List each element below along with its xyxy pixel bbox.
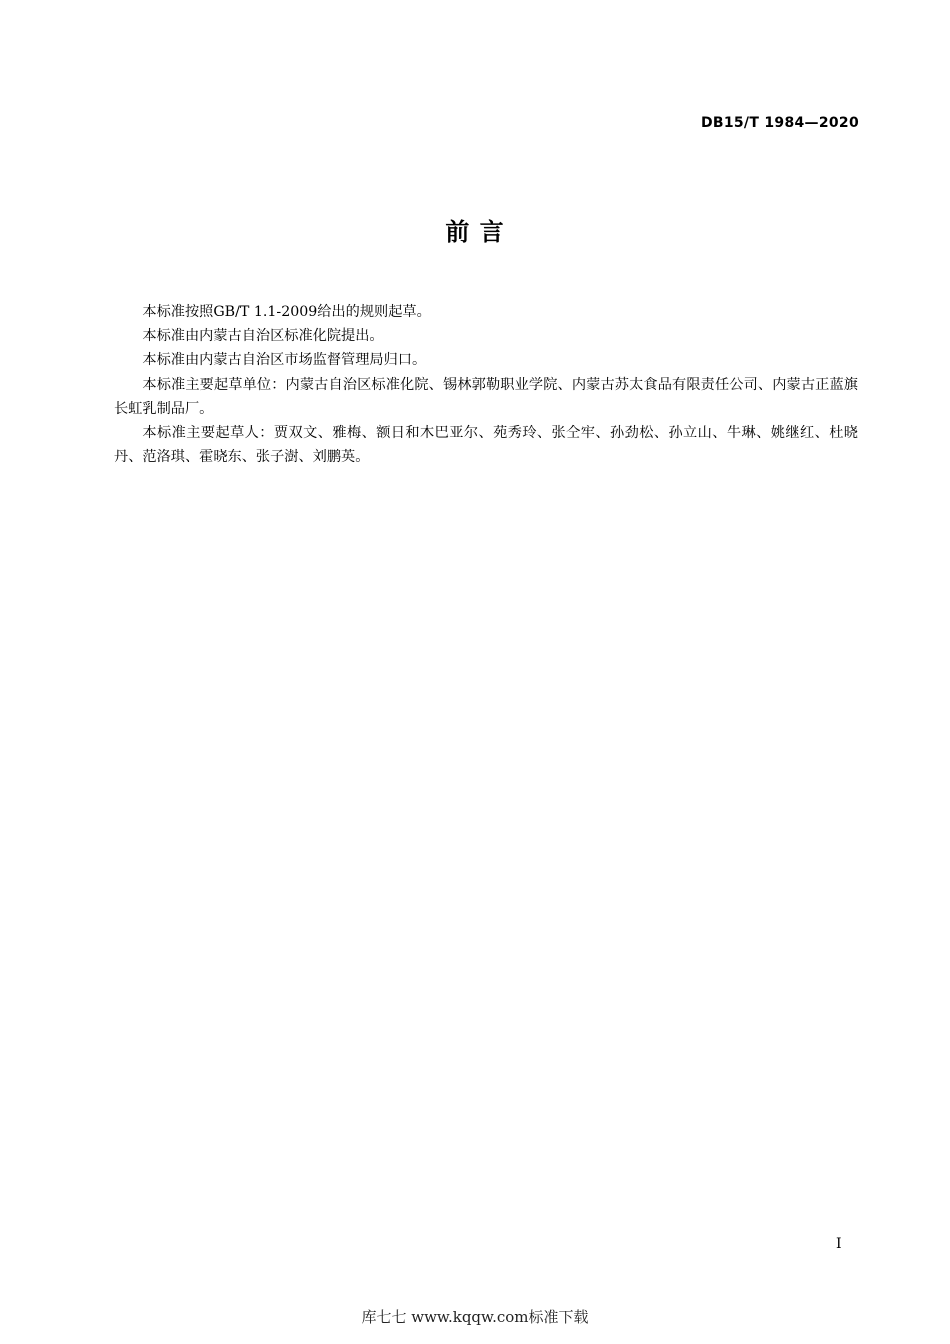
paragraph-drafting-rules: 本标准按照GB/T 1.1-2009给出的规则起草。 (142, 304, 431, 320)
foreword-body (114, 300, 858, 469)
paragraph-proposed-by: 本标准由内蒙古自治区标准化院提出。 (142, 328, 384, 345)
document-code: DB15/T 1984—2020 (700, 115, 859, 131)
page-number: I (836, 1236, 842, 1252)
paragraph-drafters: 本标准主要起草人：贾双文、雅梅、额日和木巴亚尔、苑秀玲、张仝牢、孙劲松、孙立山、牛琳、姚继红、杜晓丹、范洛琪、霍晓东、张子澍、刘鹏英。 (114, 425, 858, 466)
footer-watermark: 库七七 www.kqqw.com标准下载 (361, 1308, 589, 1326)
page-title: 前 言 (445, 218, 505, 246)
paragraph-centralized-by: 本标准由内蒙古自治区市场监督管理局归口。 (142, 352, 427, 369)
paragraph-drafting-units: 本标准主要起草单位：内蒙古自治区标准化院、锡林郭勒职业学院、内蒙古苏太食品有限责任公司、内蒙古正蓝旗长虹乳制品厂。 (114, 376, 858, 417)
